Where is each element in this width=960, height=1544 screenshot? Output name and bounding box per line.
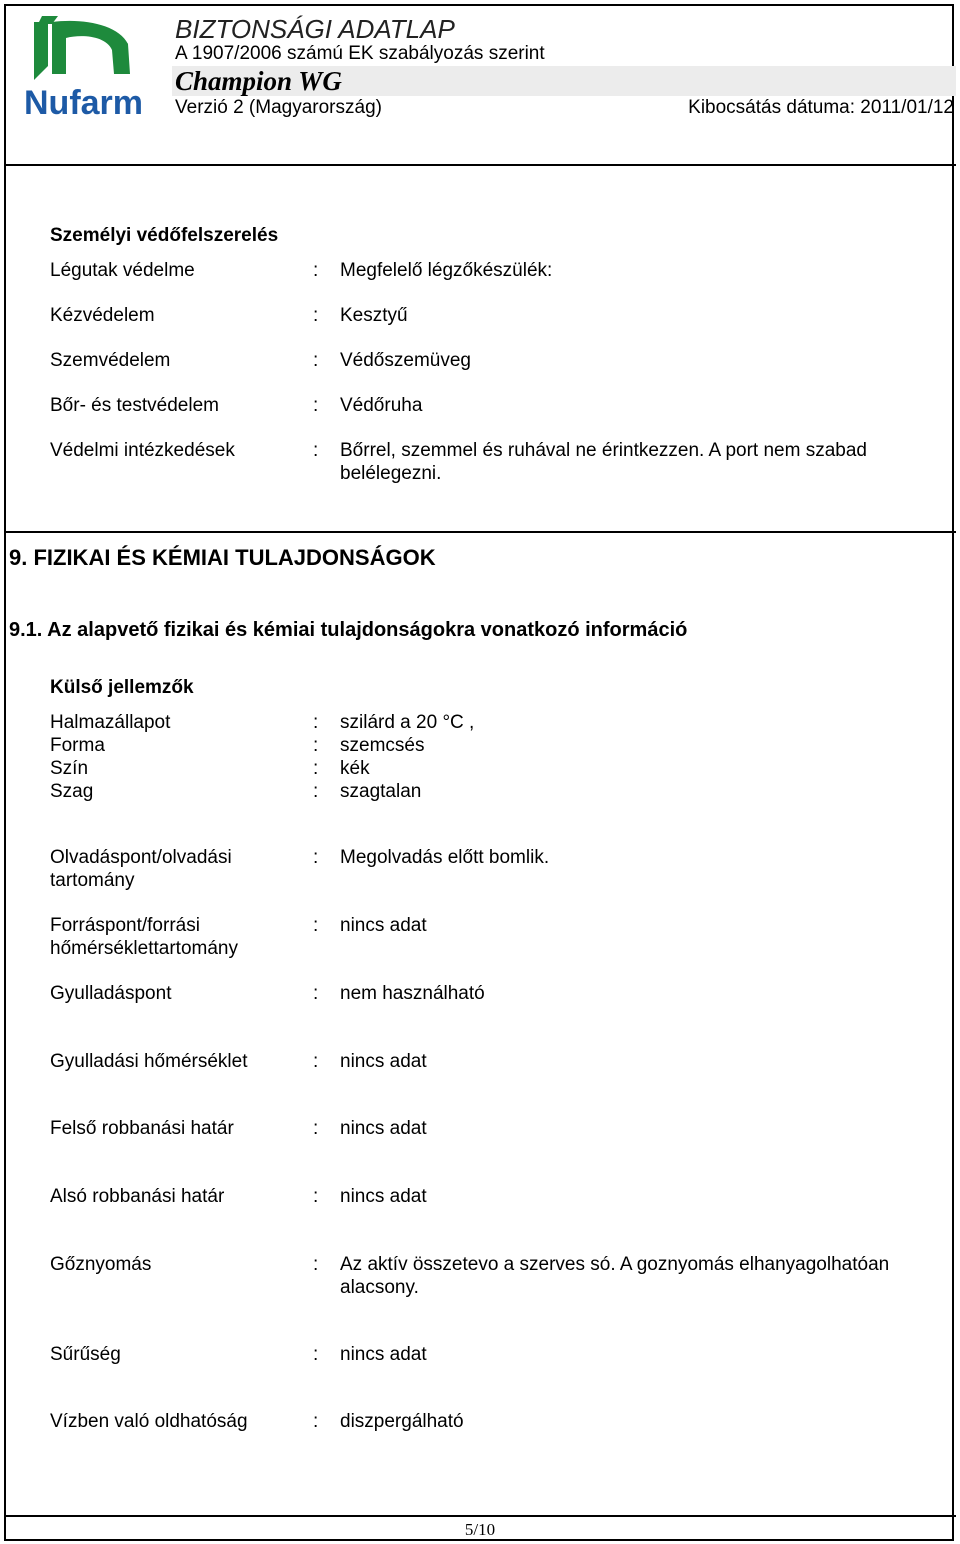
page-number: 5/10 xyxy=(464,1520,496,1539)
ppe-colon: : xyxy=(313,395,319,416)
property-value: nincs adat xyxy=(340,1344,427,1365)
property-label: Sűrűség xyxy=(50,1344,121,1365)
nufarm-logo xyxy=(22,14,152,118)
regulation-text: A 1907/2006 számú EK szabályozás szerint xyxy=(175,43,545,64)
appearance-value: szagtalan xyxy=(340,781,422,802)
appearance-value: kék xyxy=(340,758,370,779)
property-colon: : xyxy=(313,915,319,936)
property-colon: : xyxy=(313,1186,319,1207)
ppe-colon: : xyxy=(313,440,319,461)
nufarm-leaf-icon xyxy=(34,16,130,80)
property-value: nincs adat xyxy=(340,1118,427,1139)
property-value: nem használható xyxy=(340,983,485,1004)
appearance-colon: : xyxy=(313,758,319,779)
section-9-title: 9. FIZIKAI ÉS KÉMIAI TULAJDONSÁGOK xyxy=(9,545,436,570)
section-9-1-title: 9.1. Az alapvető fizikai és kémiai tulajdonságokra vonatkozó információ xyxy=(9,619,688,641)
appearance-value: szilárd a 20 °C , xyxy=(340,712,475,733)
property-label: Vízben való oldhatóság xyxy=(50,1411,248,1432)
ppe-value: Bőrrel, szemmel és ruhával ne érintkezzen. A port nem szabad belélegezni. xyxy=(340,440,867,484)
issue-date: Kibocsátás dátuma: 2011/01/12 xyxy=(688,97,954,118)
property-label: Gyulladási hőmérséklet xyxy=(50,1051,248,1072)
ppe-label: Védelmi intézkedések xyxy=(50,440,235,461)
property-colon: : xyxy=(313,983,319,1004)
property-label: Alsó robbanási határ xyxy=(50,1186,225,1207)
ppe-label: Kézvédelem xyxy=(50,305,155,326)
ppe-label: Bőr- és testvédelem xyxy=(50,395,219,416)
property-colon: : xyxy=(313,1118,319,1139)
appearance-label: Forma xyxy=(50,735,105,756)
property-label: Gyulladáspont xyxy=(50,983,172,1004)
property-colon: : xyxy=(313,1344,319,1365)
logo-text: Nufarm xyxy=(24,84,144,118)
property-colon: : xyxy=(313,1051,319,1072)
header-divider xyxy=(4,164,956,166)
property-value: nincs adat xyxy=(340,915,427,936)
ppe-label: Szemvédelem xyxy=(50,350,171,371)
ppe-heading: Személyi védőfelszerelés xyxy=(50,225,279,246)
appearance-label: Szín xyxy=(50,758,89,779)
property-value: Megolvadás előtt bomlik. xyxy=(340,847,550,868)
property-label: Olvadáspont/olvadási tartomány xyxy=(50,847,232,891)
product-name: Champion WG xyxy=(175,66,342,96)
appearance-label: Szag xyxy=(50,781,94,802)
appearance-colon: : xyxy=(313,712,319,733)
property-label: Forráspont/forrási hőmérséklettartomány xyxy=(50,915,238,959)
property-colon: : xyxy=(313,847,319,868)
document-title: BIZTONSÁGI ADATLAP xyxy=(175,14,455,44)
footer-divider xyxy=(4,1515,956,1517)
property-label: Gőznyomás xyxy=(50,1254,152,1275)
ppe-colon: : xyxy=(313,260,319,281)
section-divider xyxy=(4,531,956,533)
appearance-label: Halmazállapot xyxy=(50,712,171,733)
appearance-colon: : xyxy=(313,781,319,802)
appearance-colon: : xyxy=(313,735,319,756)
ppe-label: Légutak védelme xyxy=(50,260,195,281)
property-value: nincs adat xyxy=(340,1186,427,1207)
property-value: Az aktív összetevo a szerves só. A goznyomás elhanyagolhatóan alacsony. xyxy=(340,1254,890,1298)
property-value: nincs adat xyxy=(340,1051,427,1072)
ppe-colon: : xyxy=(313,350,319,371)
ppe-value: Kesztyű xyxy=(340,305,408,326)
ppe-value: Védőruha xyxy=(340,395,423,416)
ppe-value: Védőszemüveg xyxy=(340,350,471,371)
ppe-colon: : xyxy=(313,305,319,326)
property-value: diszpergálható xyxy=(340,1411,464,1432)
ppe-value: Megfelelő légzőkészülék: xyxy=(340,260,553,281)
appearance-value: szemcsés xyxy=(340,735,425,756)
version-text: Verzió 2 (Magyarország) xyxy=(175,97,382,118)
property-colon: : xyxy=(313,1411,319,1432)
property-label: Felső robbanási határ xyxy=(50,1118,234,1139)
appearance-heading: Külső jellemzők xyxy=(50,677,194,698)
property-colon: : xyxy=(313,1254,319,1275)
